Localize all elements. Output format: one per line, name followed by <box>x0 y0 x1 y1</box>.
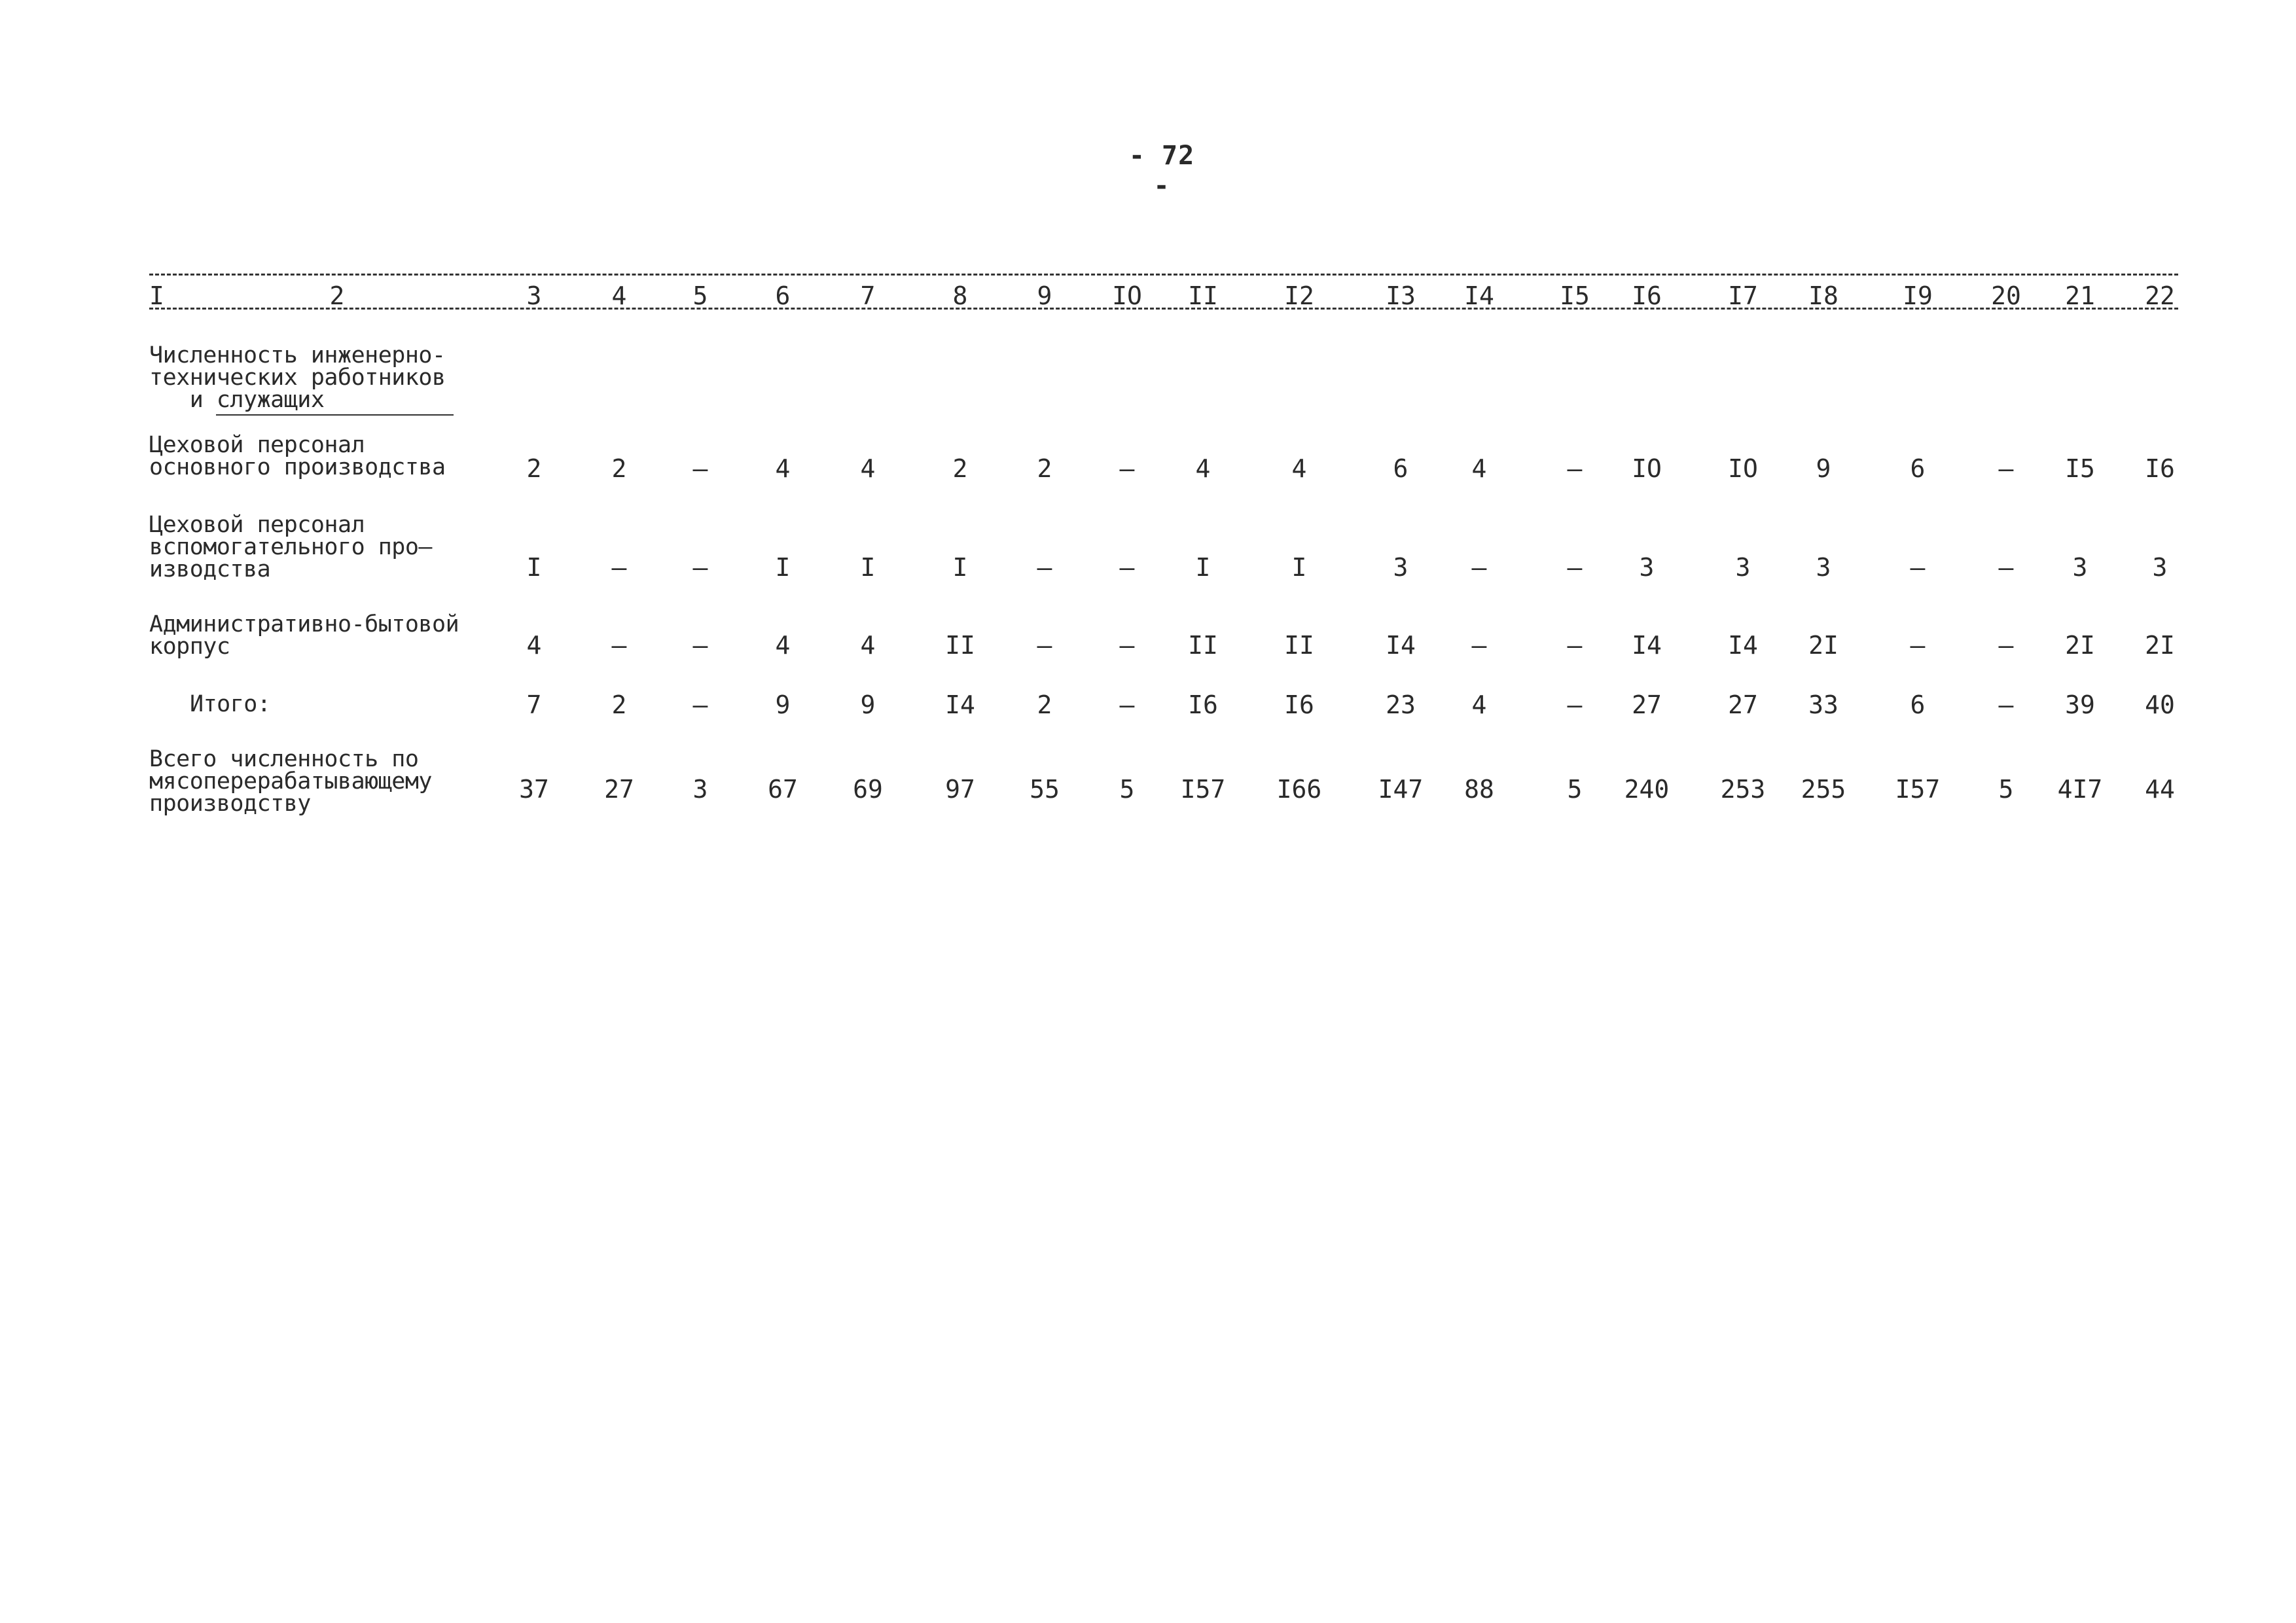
cell: 7 <box>526 690 542 719</box>
cell: – <box>692 454 708 483</box>
row-label-total: Итого: <box>190 691 271 717</box>
cell: I <box>1291 553 1307 582</box>
cell: 27 <box>1632 690 1662 719</box>
col-header-17: I7 <box>1728 281 1758 310</box>
cell: II <box>945 631 975 660</box>
cell: – <box>692 690 708 719</box>
col-header-19: I9 <box>1903 281 1933 310</box>
cell: 3 <box>1816 553 1831 582</box>
cell: I57 <box>1180 775 1226 804</box>
cell: 5 <box>1998 775 2014 804</box>
cell: 4 <box>775 631 791 660</box>
cell: 6 <box>1393 454 1408 483</box>
cell: 27 <box>604 775 634 804</box>
cell: IO <box>1728 454 1758 483</box>
cell: 33 <box>1808 690 1839 719</box>
cell: 3 <box>1393 553 1408 582</box>
cell: 39 <box>2065 690 2095 719</box>
col-header-8: 8 <box>952 281 968 310</box>
cell: 4 <box>1471 690 1487 719</box>
cell: 55 <box>1030 775 1060 804</box>
cell: – <box>1567 553 1583 582</box>
cell: I57 <box>1895 775 1941 804</box>
cell: 2 <box>526 454 542 483</box>
row-label-main-production: Цеховой персонал основного производства <box>149 432 446 480</box>
cell: – <box>1998 553 2014 582</box>
cell: 253 <box>1720 775 1766 804</box>
section-title-underline <box>216 414 454 416</box>
cell: 3 <box>1639 553 1655 582</box>
cell: I6 <box>1284 690 1314 719</box>
cell: 4 <box>860 631 876 660</box>
cell: 2I <box>1808 631 1839 660</box>
col-header-5: 5 <box>692 281 708 310</box>
cell: 2 <box>611 690 627 719</box>
col-header-9: 9 <box>1037 281 1052 310</box>
col-header-6: 6 <box>775 281 791 310</box>
col-header-22: 22 <box>2145 281 2175 310</box>
cell: – <box>1910 553 1926 582</box>
col-header-14: I4 <box>1464 281 1494 310</box>
cell: – <box>1567 454 1583 483</box>
cell: 255 <box>1801 775 1846 804</box>
col-header-3: 3 <box>526 281 542 310</box>
cell: 4I7 <box>2057 775 2103 804</box>
cell: 88 <box>1464 775 1494 804</box>
header-top-rule <box>149 274 2178 276</box>
cell: I4 <box>1728 631 1758 660</box>
cell: 2 <box>1037 690 1052 719</box>
cell: 9 <box>1816 454 1831 483</box>
cell: 240 <box>1624 775 1670 804</box>
section-title: Численность инженерно- технических работников и служащих <box>149 342 446 413</box>
cell: 2 <box>952 454 968 483</box>
col-header-21: 21 <box>2065 281 2095 310</box>
cell: – <box>1998 454 2014 483</box>
cell: II <box>1188 631 1218 660</box>
cell: 2 <box>1037 454 1052 483</box>
col-header-15: I5 <box>1560 281 1590 310</box>
row-label-grand-total: Всего численность по мясоперерабатывающему производству <box>149 746 433 817</box>
cell: 4 <box>1471 454 1487 483</box>
cell: – <box>1037 553 1052 582</box>
cell: IO <box>1632 454 1662 483</box>
col-header-1: I <box>149 281 164 310</box>
cell: 4 <box>1195 454 1211 483</box>
cell: 3 <box>2152 553 2168 582</box>
cell: 2 <box>611 454 627 483</box>
col-header-7: 7 <box>860 281 876 310</box>
cell: 4 <box>526 631 542 660</box>
cell: 9 <box>775 690 791 719</box>
cell: 4 <box>775 454 791 483</box>
cell: – <box>1471 631 1487 660</box>
cell: 5 <box>1119 775 1135 804</box>
cell: 69 <box>853 775 883 804</box>
cell: – <box>1567 690 1583 719</box>
cell: I6 <box>1188 690 1218 719</box>
cell: 4 <box>1291 454 1307 483</box>
col-header-10: IO <box>1112 281 1142 310</box>
cell: 37 <box>519 775 549 804</box>
cell: – <box>1998 690 2014 719</box>
cell: – <box>1119 454 1135 483</box>
col-header-11: II <box>1188 281 1218 310</box>
cell: 3 <box>2072 553 2088 582</box>
row-label-admin-building: Административно-бытовой корпус <box>149 611 459 660</box>
cell: I <box>860 553 876 582</box>
cell: 3 <box>1735 553 1751 582</box>
cell: I66 <box>1276 775 1322 804</box>
cell: 6 <box>1910 454 1926 483</box>
cell: 97 <box>945 775 975 804</box>
cell: I47 <box>1378 775 1424 804</box>
cell: – <box>1119 690 1135 719</box>
cell: 9 <box>860 690 876 719</box>
cell: 5 <box>1567 775 1583 804</box>
cell: I <box>526 553 542 582</box>
cell: I4 <box>945 690 975 719</box>
cell: – <box>1119 553 1135 582</box>
cell: – <box>692 631 708 660</box>
cell: – <box>1567 631 1583 660</box>
cell: 67 <box>768 775 798 804</box>
cell: – <box>1471 553 1487 582</box>
col-header-16: I6 <box>1632 281 1662 310</box>
cell: 27 <box>1728 690 1758 719</box>
cell: 2I <box>2145 631 2175 660</box>
cell: – <box>611 553 627 582</box>
cell: I4 <box>1632 631 1662 660</box>
col-header-18: I8 <box>1808 281 1839 310</box>
row-label-auxiliary-production: Цеховой персонал вспомогательного про– изводства <box>149 512 433 582</box>
cell: – <box>1910 631 1926 660</box>
col-header-4: 4 <box>611 281 627 310</box>
page-number: - 72 - <box>1128 141 1195 201</box>
cell: 4 <box>860 454 876 483</box>
cell: 23 <box>1386 690 1416 719</box>
cell: 44 <box>2145 775 2175 804</box>
col-header-20: 20 <box>1991 281 2021 310</box>
col-header-2: 2 <box>329 281 345 310</box>
cell: I6 <box>2145 454 2175 483</box>
cell: 3 <box>692 775 708 804</box>
cell: II <box>1284 631 1314 660</box>
cell: 2I <box>2065 631 2095 660</box>
cell: – <box>1119 631 1135 660</box>
cell: 6 <box>1910 690 1926 719</box>
cell: 40 <box>2145 690 2175 719</box>
col-header-13: I3 <box>1386 281 1416 310</box>
cell: I <box>952 553 968 582</box>
cell: – <box>1998 631 2014 660</box>
cell: I <box>775 553 791 582</box>
cell: I <box>1195 553 1211 582</box>
cell: – <box>611 631 627 660</box>
cell: – <box>1037 631 1052 660</box>
col-header-12: I2 <box>1284 281 1314 310</box>
cell: I4 <box>1386 631 1416 660</box>
cell: – <box>692 553 708 582</box>
cell: I5 <box>2065 454 2095 483</box>
